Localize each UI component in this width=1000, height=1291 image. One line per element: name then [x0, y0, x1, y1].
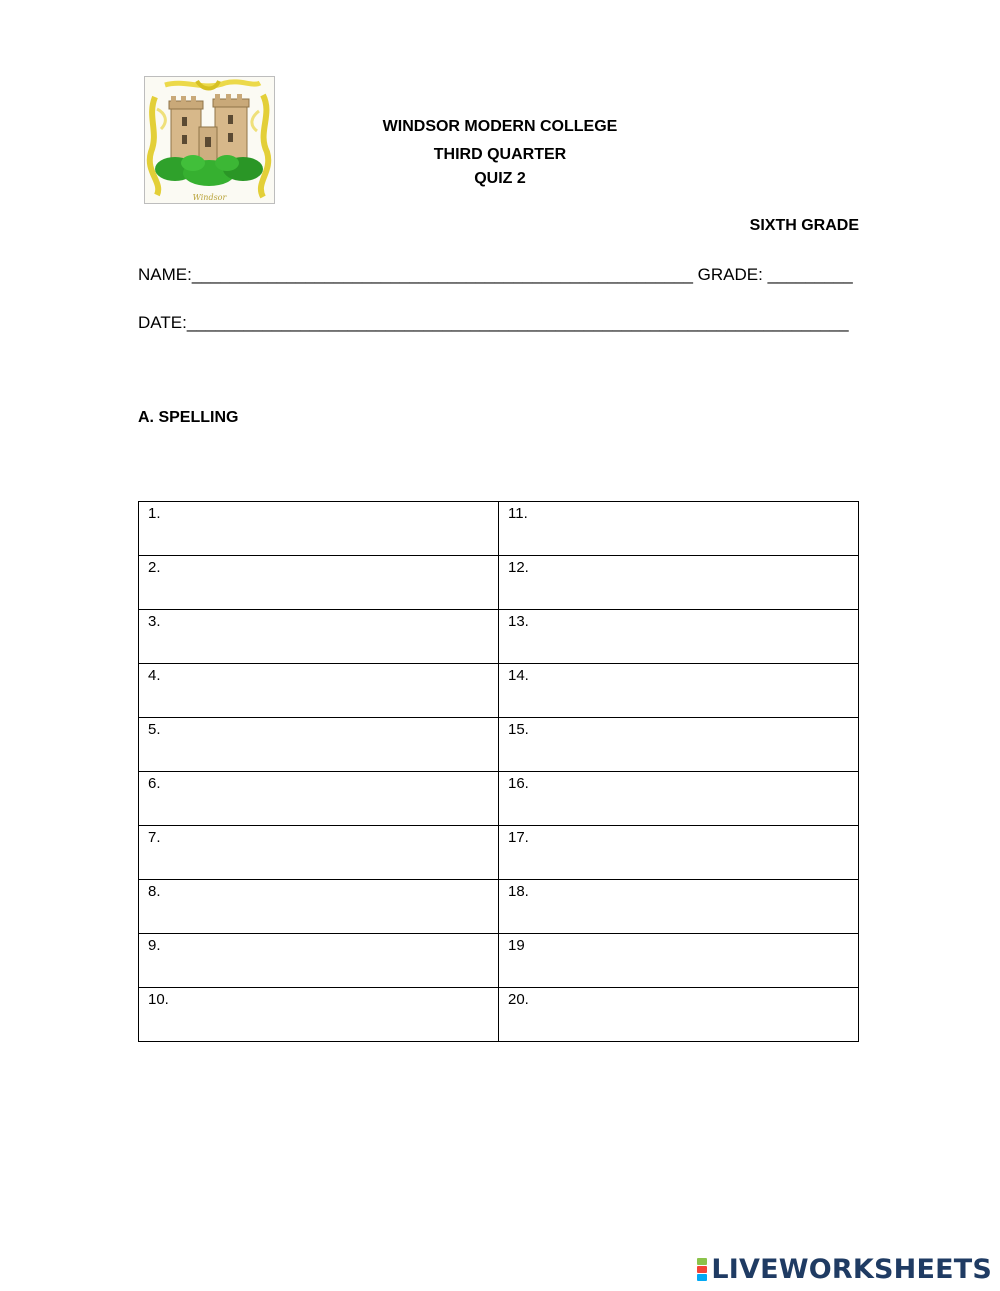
table-row	[139, 988, 859, 1042]
date-field[interactable]: ______________________________________________________________________	[186, 313, 849, 332]
answer-cell[interactable]: 3.	[139, 610, 499, 664]
answer-cell[interactable]: 9.	[139, 934, 499, 988]
answer-cell[interactable]: 11.	[499, 502, 859, 556]
name-label: NAME:	[138, 265, 192, 284]
name-grade-row	[138, 265, 853, 285]
section-title: A. SPELLING	[138, 409, 239, 426]
answer-cell[interactable]: 20.	[499, 988, 859, 1042]
liveworksheets-logo-icon	[697, 1258, 707, 1281]
answer-cell[interactable]: 4.	[139, 664, 499, 718]
answer-cell[interactable]: 1.	[139, 502, 499, 556]
answer-cell[interactable]: 12.	[499, 556, 859, 610]
answer-cell[interactable]: 8.	[139, 880, 499, 934]
answer-cell[interactable]: 15.	[499, 718, 859, 772]
date-row	[138, 313, 849, 333]
table-row	[139, 934, 859, 988]
grade-field[interactable]: _________	[767, 265, 853, 284]
answer-cell[interactable]: 17.	[499, 826, 859, 880]
table-row	[139, 556, 859, 610]
term-title: THIRD QUARTER	[433, 146, 567, 163]
table-row	[139, 502, 859, 556]
quiz-title: QUIZ 2	[474, 170, 526, 187]
answer-cell[interactable]: 19	[499, 934, 859, 988]
table-row	[139, 664, 859, 718]
castle-crest-icon	[145, 77, 274, 203]
table-row	[139, 718, 859, 772]
answer-cell[interactable]: 7.	[139, 826, 499, 880]
answer-cell[interactable]: 18.	[499, 880, 859, 934]
name-field[interactable]: _____________________________________________________	[191, 265, 693, 284]
date-label: DATE:	[138, 313, 187, 332]
grade-label: GRADE:	[697, 265, 763, 284]
answer-cell[interactable]: 16.	[499, 772, 859, 826]
answer-cell[interactable]: 10.	[139, 988, 499, 1042]
grade-level: SIXTH GRADE	[749, 217, 859, 234]
logo-caption: Windsor	[192, 193, 227, 202]
table-row	[139, 880, 859, 934]
answer-cell[interactable]: 6.	[139, 772, 499, 826]
answer-cell[interactable]: 13.	[499, 610, 859, 664]
table-row	[139, 826, 859, 880]
school-logo	[144, 76, 275, 204]
liveworksheets-brand[interactable]	[697, 1254, 992, 1285]
table-row	[139, 772, 859, 826]
answer-cell[interactable]: 14.	[499, 664, 859, 718]
school-name: WINDSOR MODERN COLLEGE	[382, 118, 618, 135]
answer-cell[interactable]: 5.	[139, 718, 499, 772]
answer-cell[interactable]: 2.	[139, 556, 499, 610]
table-row	[139, 610, 859, 664]
spelling-table	[138, 501, 859, 1042]
brand-name: LIVEWORKSHEETS	[711, 1254, 992, 1285]
